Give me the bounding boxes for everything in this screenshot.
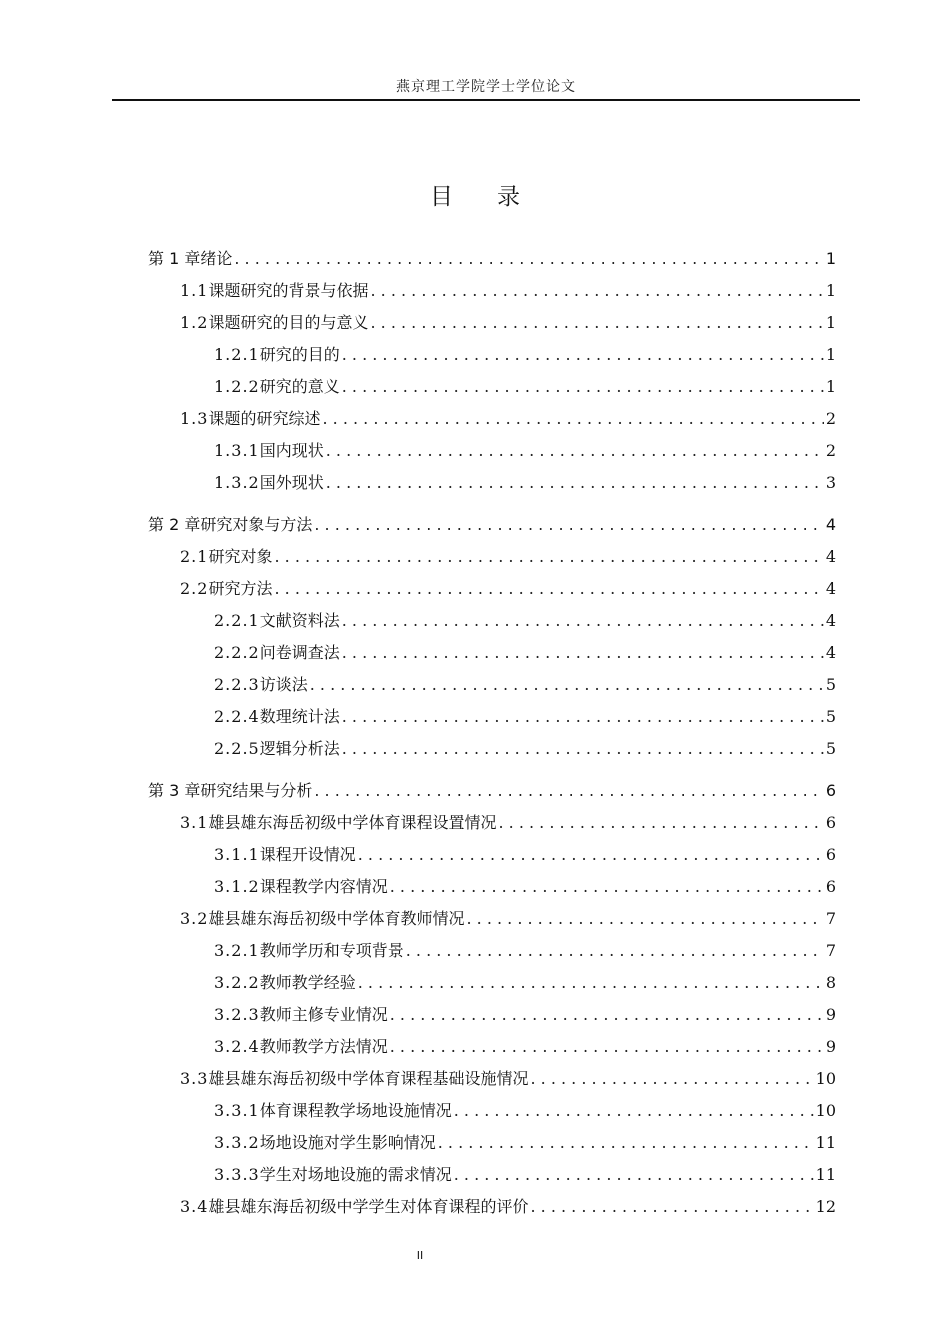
- toc-dot-leader: [310, 669, 824, 701]
- toc-entry[interactable]: [148, 871, 836, 903]
- toc-entry[interactable]: [148, 1063, 836, 1095]
- toc-entry-number: 3.4: [180, 1197, 209, 1216]
- toc-entry[interactable]: [148, 467, 836, 499]
- toc-dot-leader: [342, 339, 824, 371]
- toc-entry[interactable]: [148, 307, 836, 339]
- toc-entry-title: 问卷调查法: [259, 643, 340, 662]
- toc-dot-leader: [342, 733, 824, 765]
- toc-page-number: 7: [825, 909, 836, 928]
- toc-entry[interactable]: [148, 275, 836, 307]
- toc-dot-leader: [322, 403, 823, 435]
- toc-page-number: 10: [815, 1101, 836, 1120]
- toc-entry-title: 课题研究的目的与意义: [208, 313, 369, 332]
- toc-dot-leader: [314, 509, 823, 541]
- toc-dot-leader: [314, 775, 823, 807]
- toc-page-number: 11: [815, 1165, 836, 1184]
- toc-chapter-entry[interactable]: [148, 775, 836, 807]
- toc-entry-number: 第 2 章: [148, 515, 201, 534]
- toc-entry-number: 2.2.3: [214, 675, 260, 694]
- toc-entry-title: 研究对象: [208, 547, 273, 566]
- toc-entry-title: 课题的研究综述: [208, 409, 321, 428]
- toc-entry-number: 3.3.1: [214, 1101, 260, 1120]
- toc-entry-number: 1.1: [180, 281, 209, 300]
- toc-page-number: 2: [825, 409, 836, 428]
- toc-dot-leader: [390, 871, 824, 903]
- toc-entry-number: 3.2: [180, 909, 209, 928]
- toc-dot-leader: [234, 243, 823, 275]
- toc-page-number: 4: [825, 643, 836, 662]
- toc-entry[interactable]: [148, 839, 836, 871]
- toc-entry-title: 雄县雄东海岳初级中学体育课程设置情况: [208, 813, 497, 832]
- toc-entry-title: 课题研究的背景与依据: [208, 281, 369, 300]
- toc-entry-number: 第 1 章: [148, 249, 201, 268]
- toc-entry-title: 雄县雄东海岳初级中学体育课程基础设施情况: [208, 1069, 529, 1088]
- toc-dot-leader: [274, 573, 823, 605]
- toc-page-number: 1: [825, 377, 836, 396]
- toc-dot-leader: [342, 701, 824, 733]
- toc-page-number: 1: [825, 281, 836, 300]
- toc-page-number: 6: [825, 845, 836, 864]
- toc-title: 目录: [430, 184, 564, 210]
- toc-page-number: 9: [825, 1005, 836, 1024]
- toc-entry-title: 学生对场地设施的需求情况: [259, 1165, 452, 1184]
- toc-entry-title: 绪论: [200, 249, 233, 268]
- toc-entry-title: 课程教学内容情况: [259, 877, 388, 896]
- toc-entry[interactable]: [148, 371, 836, 403]
- toc-entry-number: 2.2.4: [214, 707, 260, 726]
- toc-page-number: 4: [825, 515, 836, 534]
- toc-dot-leader: [358, 839, 824, 871]
- toc-entry-title: 国外现状: [259, 473, 324, 492]
- page-header: 燕京理工学院学士学位论文: [396, 79, 576, 95]
- toc-entry-number: 2.2: [180, 579, 209, 598]
- toc-dot-leader: [498, 807, 823, 839]
- toc-entry-number: 3.3: [180, 1069, 209, 1088]
- toc-dot-leader: [406, 935, 824, 967]
- toc-entry-title: 研究对象与方法: [200, 515, 313, 534]
- toc-page-number: 3: [825, 473, 836, 492]
- footer-page-number: II: [416, 1249, 424, 1262]
- toc-entry[interactable]: [148, 999, 836, 1031]
- toc-page-number: 4: [825, 611, 836, 630]
- toc-entry-number: 3.2.4: [214, 1037, 260, 1056]
- toc-page-number: 8: [825, 973, 836, 992]
- toc-entry[interactable]: [148, 1191, 836, 1223]
- toc-entry[interactable]: [148, 1159, 836, 1191]
- toc-page-number: 6: [825, 781, 836, 800]
- toc-entry-number: 2.2.2: [214, 643, 260, 662]
- toc-entry[interactable]: [148, 903, 836, 935]
- toc-dot-leader: [438, 1127, 814, 1159]
- toc-entry-number: 1.2.1: [214, 345, 260, 364]
- toc-page-number: 4: [825, 547, 836, 566]
- toc-page-number: 11: [815, 1133, 836, 1152]
- toc-entry-number: 第 3 章: [148, 781, 201, 800]
- toc-entry-title: 数理统计法: [259, 707, 340, 726]
- toc-entry-title: 研究的意义: [259, 377, 340, 396]
- toc-entry-number: 1.2: [180, 313, 209, 332]
- toc-entry-title: 体育课程教学场地设施情况: [259, 1101, 452, 1120]
- toc-dot-leader: [342, 637, 824, 669]
- toc-dot-leader: [358, 967, 824, 999]
- toc-entry[interactable]: [148, 669, 836, 701]
- toc-entry-number: 2.1: [180, 547, 209, 566]
- toc-dot-leader: [530, 1063, 813, 1095]
- toc-entry[interactable]: [148, 1095, 836, 1127]
- toc-page-number: 5: [825, 739, 836, 758]
- toc-dot-leader: [370, 307, 823, 339]
- toc-chapter-entry[interactable]: [148, 243, 836, 275]
- toc-entry[interactable]: [148, 573, 836, 605]
- toc-entry-number: 3.1.2: [214, 877, 260, 896]
- toc-entry-title: 雄县雄东海岳初级中学体育教师情况: [208, 909, 465, 928]
- toc-page-number: 1: [825, 313, 836, 332]
- toc-entry[interactable]: [148, 701, 836, 733]
- toc-entry-title: 逻辑分析法: [259, 739, 340, 758]
- toc-entry-number: 3.1: [180, 813, 209, 832]
- toc-entry[interactable]: [148, 967, 836, 999]
- toc-dot-leader: [454, 1159, 814, 1191]
- toc-entry-title: 教师学历和专项背景: [259, 941, 404, 960]
- toc-entry[interactable]: [148, 935, 836, 967]
- toc-entry-number: 3.2.2: [214, 973, 260, 992]
- toc-page-number: 5: [825, 707, 836, 726]
- toc-dot-leader: [390, 999, 824, 1031]
- toc-entry-title: 教师教学方法情况: [259, 1037, 388, 1056]
- toc-entry-title: 研究方法: [208, 579, 273, 598]
- toc-entry-title: 场地设施对学生影响情况: [259, 1133, 436, 1152]
- toc-entry-title: 课程开设情况: [259, 845, 356, 864]
- toc-dot-leader: [466, 903, 823, 935]
- toc-entry-number: 3.2.3: [214, 1005, 260, 1024]
- toc-entry[interactable]: [148, 637, 836, 669]
- toc-page-number: 10: [815, 1069, 836, 1088]
- table-of-contents: [148, 243, 836, 1223]
- toc-entry-number: 3.1.1: [214, 845, 260, 864]
- toc-entry-title: 文献资料法: [259, 611, 340, 630]
- toc-dot-leader: [454, 1095, 814, 1127]
- toc-entry-number: 2.2.1: [214, 611, 260, 630]
- toc-page-number: 6: [825, 877, 836, 896]
- toc-dot-leader: [342, 605, 824, 637]
- toc-page-number: 9: [825, 1037, 836, 1056]
- toc-page-number: 1: [825, 345, 836, 364]
- toc-dot-leader: [326, 467, 824, 499]
- toc-entry-number: 3.2.1: [214, 941, 260, 960]
- toc-entry[interactable]: [148, 733, 836, 765]
- toc-page-number: 2: [825, 441, 836, 460]
- toc-entry[interactable]: [148, 435, 836, 467]
- toc-entry[interactable]: [148, 807, 836, 839]
- header-rule: [112, 99, 860, 101]
- toc-entry-title: 教师主修专业情况: [259, 1005, 388, 1024]
- toc-entry-number: 1.3.2: [214, 473, 260, 492]
- toc-entry-title: 研究的目的: [259, 345, 340, 364]
- toc-entry-number: 2.2.5: [214, 739, 260, 758]
- toc-dot-leader: [530, 1191, 813, 1223]
- toc-dot-leader: [370, 275, 823, 307]
- toc-page-number: 7: [825, 941, 836, 960]
- toc-entry[interactable]: [148, 403, 836, 435]
- toc-page-number: 6: [825, 813, 836, 832]
- toc-dot-leader: [342, 371, 824, 403]
- toc-entry-title: 雄县雄东海岳初级中学学生对体育课程的评价: [208, 1197, 529, 1216]
- toc-dot-leader: [274, 541, 823, 573]
- toc-chapter-entry[interactable]: [148, 509, 836, 541]
- toc-entry[interactable]: [148, 605, 836, 637]
- toc-entry-number: 3.3.2: [214, 1133, 260, 1152]
- toc-entry-number: 1.2.2: [214, 377, 260, 396]
- toc-page-number: 4: [825, 579, 836, 598]
- toc-entry-title: 研究结果与分析: [200, 781, 313, 800]
- toc-entry[interactable]: [148, 1127, 836, 1159]
- toc-page-number: 12: [815, 1197, 836, 1216]
- toc-entry[interactable]: [148, 541, 836, 573]
- toc-entry-title: 访谈法: [259, 675, 308, 694]
- toc-page-number: 1: [825, 249, 836, 268]
- toc-entry[interactable]: [148, 339, 836, 371]
- toc-entry-title: 国内现状: [259, 441, 324, 460]
- toc-dot-leader: [390, 1031, 824, 1063]
- toc-entry-number: 3.3.3: [214, 1165, 260, 1184]
- toc-entry-number: 1.3: [180, 409, 209, 428]
- toc-entry-title: 教师教学经验: [259, 973, 356, 992]
- toc-entry-number: 1.3.1: [214, 441, 260, 460]
- toc-dot-leader: [326, 435, 824, 467]
- toc-page-number: 5: [825, 675, 836, 694]
- toc-entry[interactable]: [148, 1031, 836, 1063]
